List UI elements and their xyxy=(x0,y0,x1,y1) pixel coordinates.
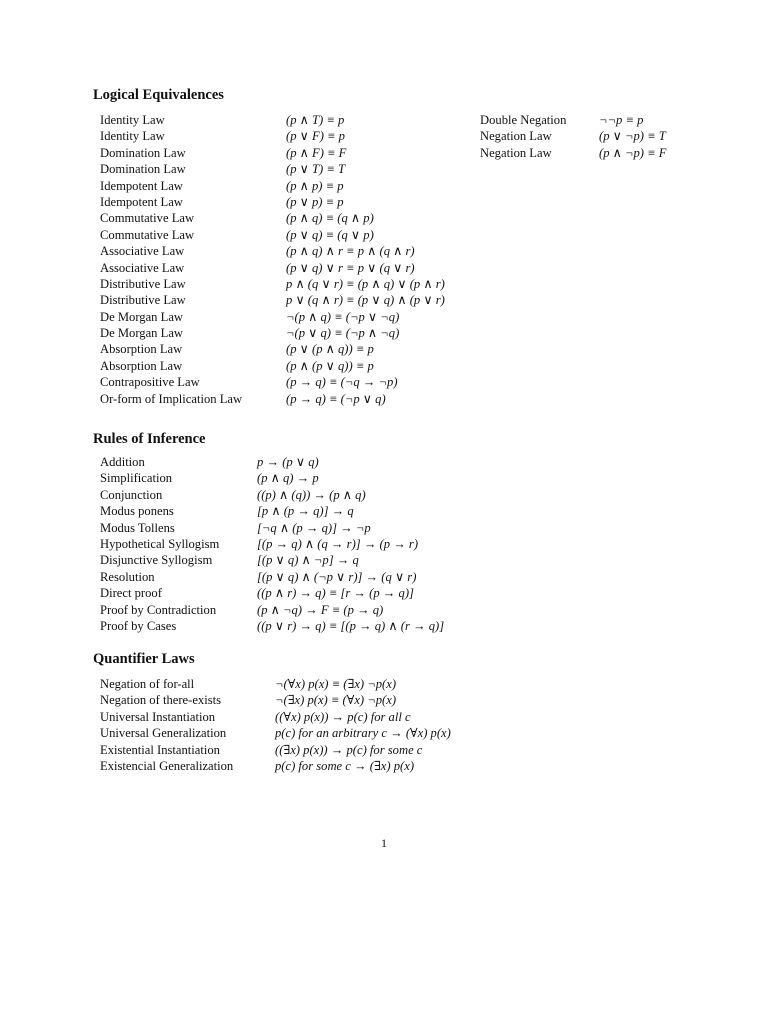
law-formula: (p ∧ q) ∧ r ≡ p ∧ (q ∧ r) xyxy=(286,244,415,259)
table-row xyxy=(100,552,520,568)
table-row xyxy=(100,178,480,194)
section-title-equivalences: Logical Equivalences xyxy=(93,87,224,103)
table-row xyxy=(100,391,480,407)
law-formula: (p ∧ q) ≡ (q ∧ p) xyxy=(286,211,374,226)
law-formula: (p ∨ q) ∨ r ≡ p ∨ (q ∨ r) xyxy=(286,260,415,275)
table-row xyxy=(100,292,480,308)
equivalences-side-table xyxy=(480,112,700,161)
table-row xyxy=(100,454,520,470)
rule-formula: [p ∧ (p → q)] → q xyxy=(257,504,354,519)
table-row xyxy=(100,227,480,243)
law-formula: (p ∨ q) ≡ (q ∨ p) xyxy=(286,227,374,242)
law-formula: p(c) for some c → (∃x) p(x) xyxy=(275,758,415,773)
law-formula: (p ∧ T) ≡ p xyxy=(286,113,345,127)
rule-formula: [(p ∨ q) ∧ (¬p ∨ r)] → (q ∨ r) xyxy=(257,569,417,584)
law-name: Distributive Law xyxy=(100,276,186,291)
rule-name: Disjunctive Syllogism xyxy=(100,553,213,568)
table-row xyxy=(100,742,520,758)
table-row xyxy=(100,520,520,536)
table-row xyxy=(100,536,520,552)
rule-name: Proof by Contradiction xyxy=(100,602,217,617)
table-row xyxy=(100,112,480,128)
table-row xyxy=(100,243,480,259)
rule-name: Modus Tollens xyxy=(100,520,175,535)
page-number: 1 xyxy=(381,836,387,850)
law-formula: ((∀x) p(x)) → p(c) for all c xyxy=(275,709,411,724)
law-name: Contrapositive Law xyxy=(100,375,200,390)
table-row xyxy=(100,602,520,618)
table-row xyxy=(100,676,520,692)
law-formula: (p ∨ T) ≡ T xyxy=(286,162,346,177)
law-name: Associative Law xyxy=(100,260,185,275)
table-row xyxy=(480,112,700,128)
law-formula: ¬(∃x) p(x) ≡ (∀x) ¬p(x) xyxy=(275,693,397,708)
law-formula: ¬(p ∧ q) ≡ (¬p ∨ ¬q) xyxy=(286,309,400,324)
law-name: Negation Law xyxy=(480,145,552,160)
law-name: Commutative Law xyxy=(100,227,195,242)
law-formula: (p ∧ F) ≡ F xyxy=(286,145,347,160)
rule-name: Direct proof xyxy=(100,586,162,601)
rule-formula: [(p → q) ∧ (q → r)] → (p → r) xyxy=(257,536,419,551)
rule-name: Simplification xyxy=(100,471,173,486)
table-row xyxy=(100,470,520,486)
table-row xyxy=(100,128,480,144)
equivalences-table xyxy=(100,112,480,407)
table-row xyxy=(100,260,480,276)
rule-formula: ((p ∨ r) → q) ≡ [(p → q) ∧ (r → q)] xyxy=(257,618,445,633)
law-formula: (p ∨ (p ∧ q)) ≡ p xyxy=(286,342,374,357)
table-row xyxy=(100,210,480,226)
law-name: Universal Generalization xyxy=(100,726,227,741)
rule-name: Proof by Cases xyxy=(100,618,177,633)
law-name: Identity Law xyxy=(100,129,165,144)
table-row xyxy=(100,758,520,774)
law-name: Domination Law xyxy=(100,162,186,177)
table-row xyxy=(480,128,700,144)
law-name: Domination Law xyxy=(100,145,186,160)
law-formula: (p ∧ p) ≡ p xyxy=(286,178,344,193)
rule-name: Addition xyxy=(100,455,145,469)
table-row xyxy=(100,503,520,519)
rule-name: Conjunction xyxy=(100,487,163,502)
law-name: Idempotent Law xyxy=(100,194,183,209)
law-formula: (p ∨ F) ≡ p xyxy=(286,129,345,144)
table-row xyxy=(100,725,520,741)
table-row xyxy=(100,358,480,374)
law-name: Existential Instantiation xyxy=(100,742,220,757)
law-formula: (p ∧ ¬p) ≡ F xyxy=(599,145,667,160)
law-formula: ((∃x) p(x)) → p(c) for some c xyxy=(275,742,423,757)
law-formula: ¬(∀x) p(x) ≡ (∃x) ¬p(x) xyxy=(275,677,397,691)
law-formula: ¬¬p ≡ p xyxy=(599,113,644,127)
law-name: Negation Law xyxy=(480,129,552,144)
rule-formula: (p ∧ q) → p xyxy=(257,471,319,486)
rule-formula: ((p) ∧ (q)) → (p ∧ q) xyxy=(257,487,366,502)
table-row xyxy=(480,145,700,161)
law-name: Associative Law xyxy=(100,244,185,259)
table-row xyxy=(100,618,520,634)
rule-name: Hypothetical Syllogism xyxy=(100,536,220,551)
table-row xyxy=(100,276,480,292)
table-row xyxy=(100,585,520,601)
law-name: Double Negation xyxy=(480,113,567,127)
law-formula: (p ∧ (p ∨ q)) ≡ p xyxy=(286,358,374,373)
rule-formula: p → (p ∨ q) xyxy=(257,455,319,469)
law-formula: (p ∨ ¬p) ≡ T xyxy=(599,129,666,144)
inference-table xyxy=(100,454,520,634)
table-row xyxy=(100,692,520,708)
law-formula: ¬(p ∨ q) ≡ (¬p ∧ ¬q) xyxy=(286,326,400,341)
rule-formula: [¬q ∧ (p → q)] → ¬p xyxy=(257,520,371,535)
law-formula: (p → q) ≡ (¬q → ¬p) xyxy=(286,375,398,390)
quantifier-table xyxy=(100,676,520,774)
law-name: Negation of there-exists xyxy=(100,693,221,708)
law-name: Negation of for-all xyxy=(100,677,195,691)
rule-formula: ((p ∧ r) → q) ≡ [r → (p → q)] xyxy=(257,586,414,601)
law-name: Absorption Law xyxy=(100,342,183,357)
law-name: Or-form of Implication Law xyxy=(100,391,243,406)
law-formula: (p → q) ≡ (¬p ∨ q) xyxy=(286,391,386,406)
rule-formula: (p ∧ ¬q) → F ≡ (p → q) xyxy=(257,602,384,617)
law-formula: (p ∨ p) ≡ p xyxy=(286,194,344,209)
table-row xyxy=(100,487,520,503)
table-row xyxy=(100,145,480,161)
law-name: Universal Instantiation xyxy=(100,709,216,724)
law-name: De Morgan Law xyxy=(100,326,184,341)
section-title-quantifiers: Quantifier Laws xyxy=(93,651,195,667)
rule-formula: [(p ∨ q) ∧ ¬p] → q xyxy=(257,553,359,568)
table-row xyxy=(100,341,480,357)
rule-name: Modus ponens xyxy=(100,504,174,519)
law-name: Distributive Law xyxy=(100,293,186,308)
law-name: Identity Law xyxy=(100,113,165,127)
table-row xyxy=(100,309,480,325)
law-name: De Morgan Law xyxy=(100,309,184,324)
law-name: Existencial Generalization xyxy=(100,758,234,773)
table-row xyxy=(100,569,520,585)
law-name: Commutative Law xyxy=(100,211,195,226)
table-row xyxy=(100,374,480,390)
section-title-inference: Rules of Inference xyxy=(93,431,206,447)
law-name: Idempotent Law xyxy=(100,178,183,193)
rule-name: Resolution xyxy=(100,569,155,584)
table-row xyxy=(100,161,480,177)
table-row xyxy=(100,325,480,341)
table-row xyxy=(100,194,480,210)
law-formula: p ∨ (q ∧ r) ≡ (p ∨ q) ∧ (p ∨ r) xyxy=(286,293,445,308)
law-formula: p(c) for an arbitrary c → (∀x) p(x) xyxy=(275,726,451,741)
law-name: Absorption Law xyxy=(100,358,183,373)
table-row xyxy=(100,709,520,725)
law-formula: p ∧ (q ∨ r) ≡ (p ∧ q) ∨ (p ∧ r) xyxy=(286,276,445,291)
